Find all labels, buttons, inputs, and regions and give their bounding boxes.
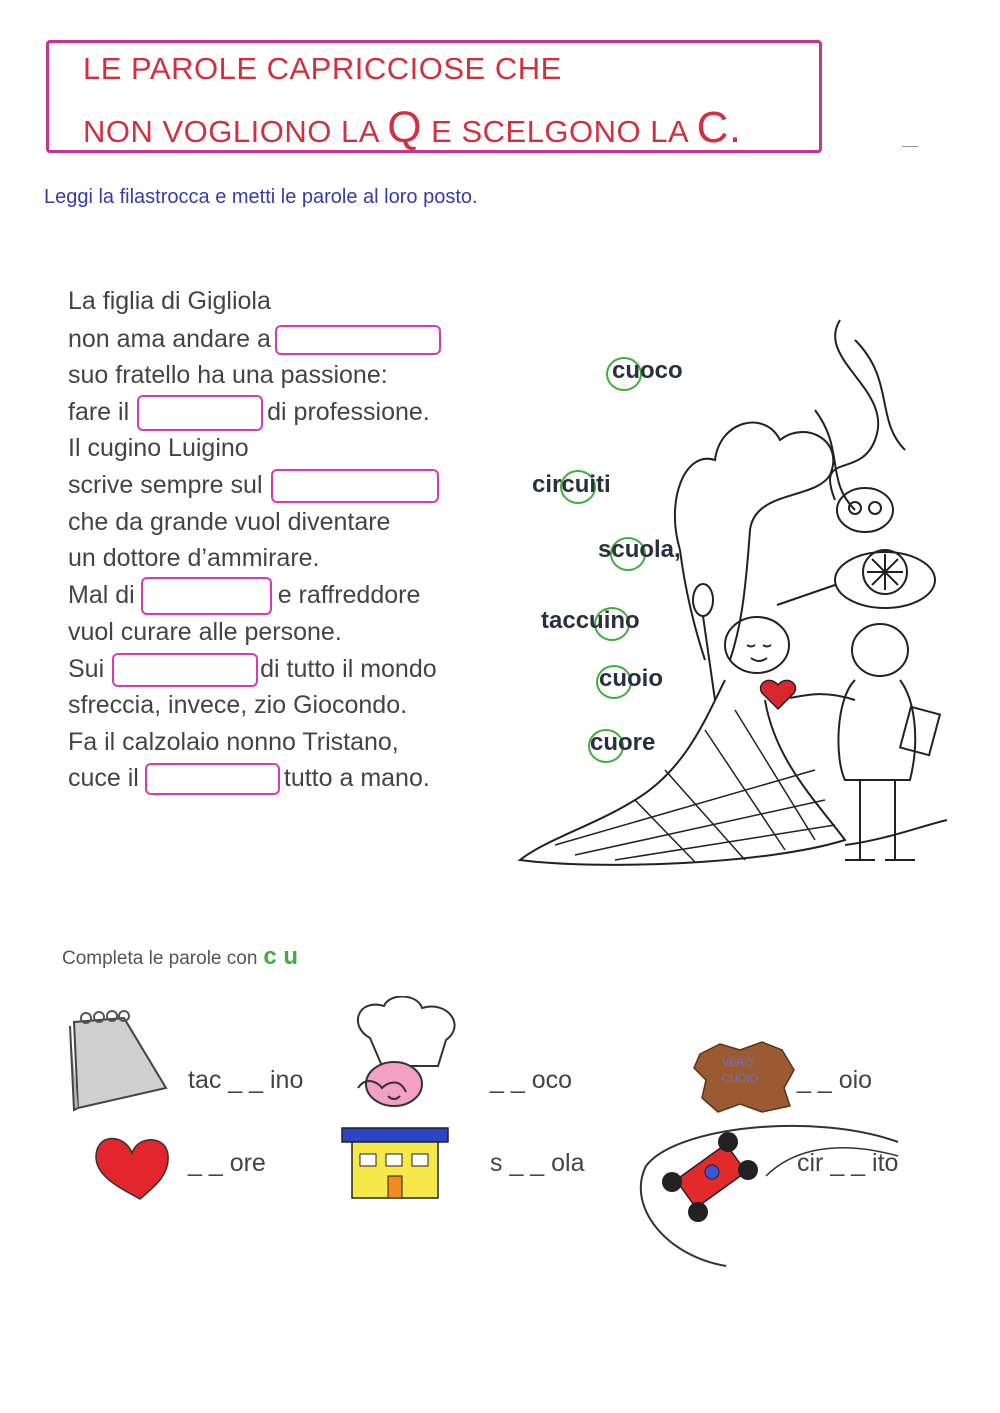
poem-text: Il cugino Luigino bbox=[68, 434, 249, 462]
complete-instruction bbox=[62, 943, 298, 971]
race-car-icon bbox=[636, 1116, 906, 1272]
poem-text: fare il bbox=[68, 398, 130, 426]
exercise-cuoio[interactable]: _ _ oio bbox=[797, 1066, 873, 1094]
poem-text: e raffreddore bbox=[277, 581, 421, 609]
poem-line bbox=[68, 760, 430, 796]
word-taccuino[interactable]: taccuino bbox=[541, 607, 640, 634]
complete-letters: c u bbox=[263, 943, 299, 970]
poem-text: vuol curare alle persone. bbox=[68, 618, 342, 646]
poem-line bbox=[68, 540, 320, 576]
poem-line bbox=[68, 394, 430, 430]
title-c: C. bbox=[696, 103, 742, 152]
poem-text: scrive sempre sul bbox=[68, 471, 263, 499]
word-circuiti[interactable]: circuiti bbox=[532, 471, 611, 498]
poem-line bbox=[68, 651, 437, 687]
exercise-cuore[interactable]: _ _ ore bbox=[188, 1149, 266, 1177]
title-box bbox=[46, 40, 822, 153]
answer-blank-3[interactable] bbox=[271, 469, 439, 503]
exercise-cuoco[interactable]: _ _ oco bbox=[490, 1066, 573, 1094]
answer-blank-2[interactable] bbox=[137, 395, 263, 431]
word-cuore[interactable]: cuore bbox=[590, 729, 656, 756]
poem-text: cuce il bbox=[68, 764, 139, 792]
poem-text: di professione. bbox=[267, 398, 430, 426]
answer-blank-5[interactable] bbox=[112, 653, 258, 687]
poem-text: che da grande vuol diventare bbox=[68, 508, 391, 536]
instruction: Leggi la filastrocca e metti le parole al loro posto. bbox=[44, 186, 478, 208]
word-cuoco[interactable]: cuoco bbox=[612, 357, 683, 384]
poem-line bbox=[68, 504, 390, 540]
answer-blank-1[interactable] bbox=[275, 325, 441, 355]
poem-line bbox=[68, 577, 420, 613]
title-q: Q bbox=[387, 103, 423, 152]
leather-label-line: VERO bbox=[722, 1057, 754, 1069]
poem-line bbox=[68, 283, 271, 319]
chef-doctor-illustration bbox=[515, 300, 955, 875]
title-line-1: LE PAROLE CAPRICCIOSE CHE bbox=[83, 51, 562, 86]
school-icon bbox=[340, 1124, 450, 1200]
leather-label bbox=[722, 1055, 758, 1087]
poem-line bbox=[68, 321, 441, 357]
poem-line bbox=[68, 467, 439, 503]
poem-text: non ama andare a bbox=[68, 325, 271, 353]
poem-line bbox=[68, 357, 388, 393]
poem-text: tutto a mano. bbox=[283, 764, 430, 792]
exercise-circuito[interactable]: cir _ _ ito bbox=[797, 1149, 899, 1177]
title-text: E SCELGONO LA bbox=[422, 114, 697, 149]
poem-text: di tutto il mondo bbox=[260, 655, 437, 683]
notepad-icon bbox=[66, 1010, 172, 1114]
title-line-2 bbox=[83, 103, 742, 152]
answer-blank-4[interactable] bbox=[141, 577, 272, 615]
poem-text: La figlia di Gigliola bbox=[68, 287, 271, 315]
poem-text: Sui bbox=[68, 655, 105, 683]
title-text: NON VOGLIONO LA bbox=[83, 114, 388, 149]
poem-text: un dottore d’ammirare. bbox=[68, 544, 320, 572]
answer-blank-6[interactable] bbox=[145, 763, 280, 795]
poem-text: suo fratello ha una passione: bbox=[68, 361, 388, 389]
exercise-taccuino[interactable]: tac _ _ ino bbox=[188, 1066, 304, 1094]
chef-icon bbox=[348, 996, 464, 1118]
poem-text: Fa il calzolaio nonno Tristano, bbox=[68, 728, 399, 756]
word-cuoio[interactable]: cuoio bbox=[599, 665, 663, 692]
poem-line bbox=[68, 687, 407, 723]
poem-text: sfreccia, invece, zio Giocondo. bbox=[68, 691, 408, 719]
poem-text: Mal di bbox=[68, 581, 135, 609]
complete-label: Completa le parole con bbox=[62, 948, 258, 969]
heart-icon bbox=[92, 1131, 172, 1203]
poem-line bbox=[68, 430, 249, 466]
exercise-scuola[interactable]: s _ _ ola bbox=[490, 1149, 585, 1177]
word-scuola[interactable]: scuola, bbox=[598, 536, 681, 563]
dash-mark bbox=[902, 146, 918, 147]
poem-line bbox=[68, 614, 342, 650]
leather-label-line: CUOIO bbox=[722, 1073, 759, 1085]
poem-line bbox=[68, 724, 399, 760]
